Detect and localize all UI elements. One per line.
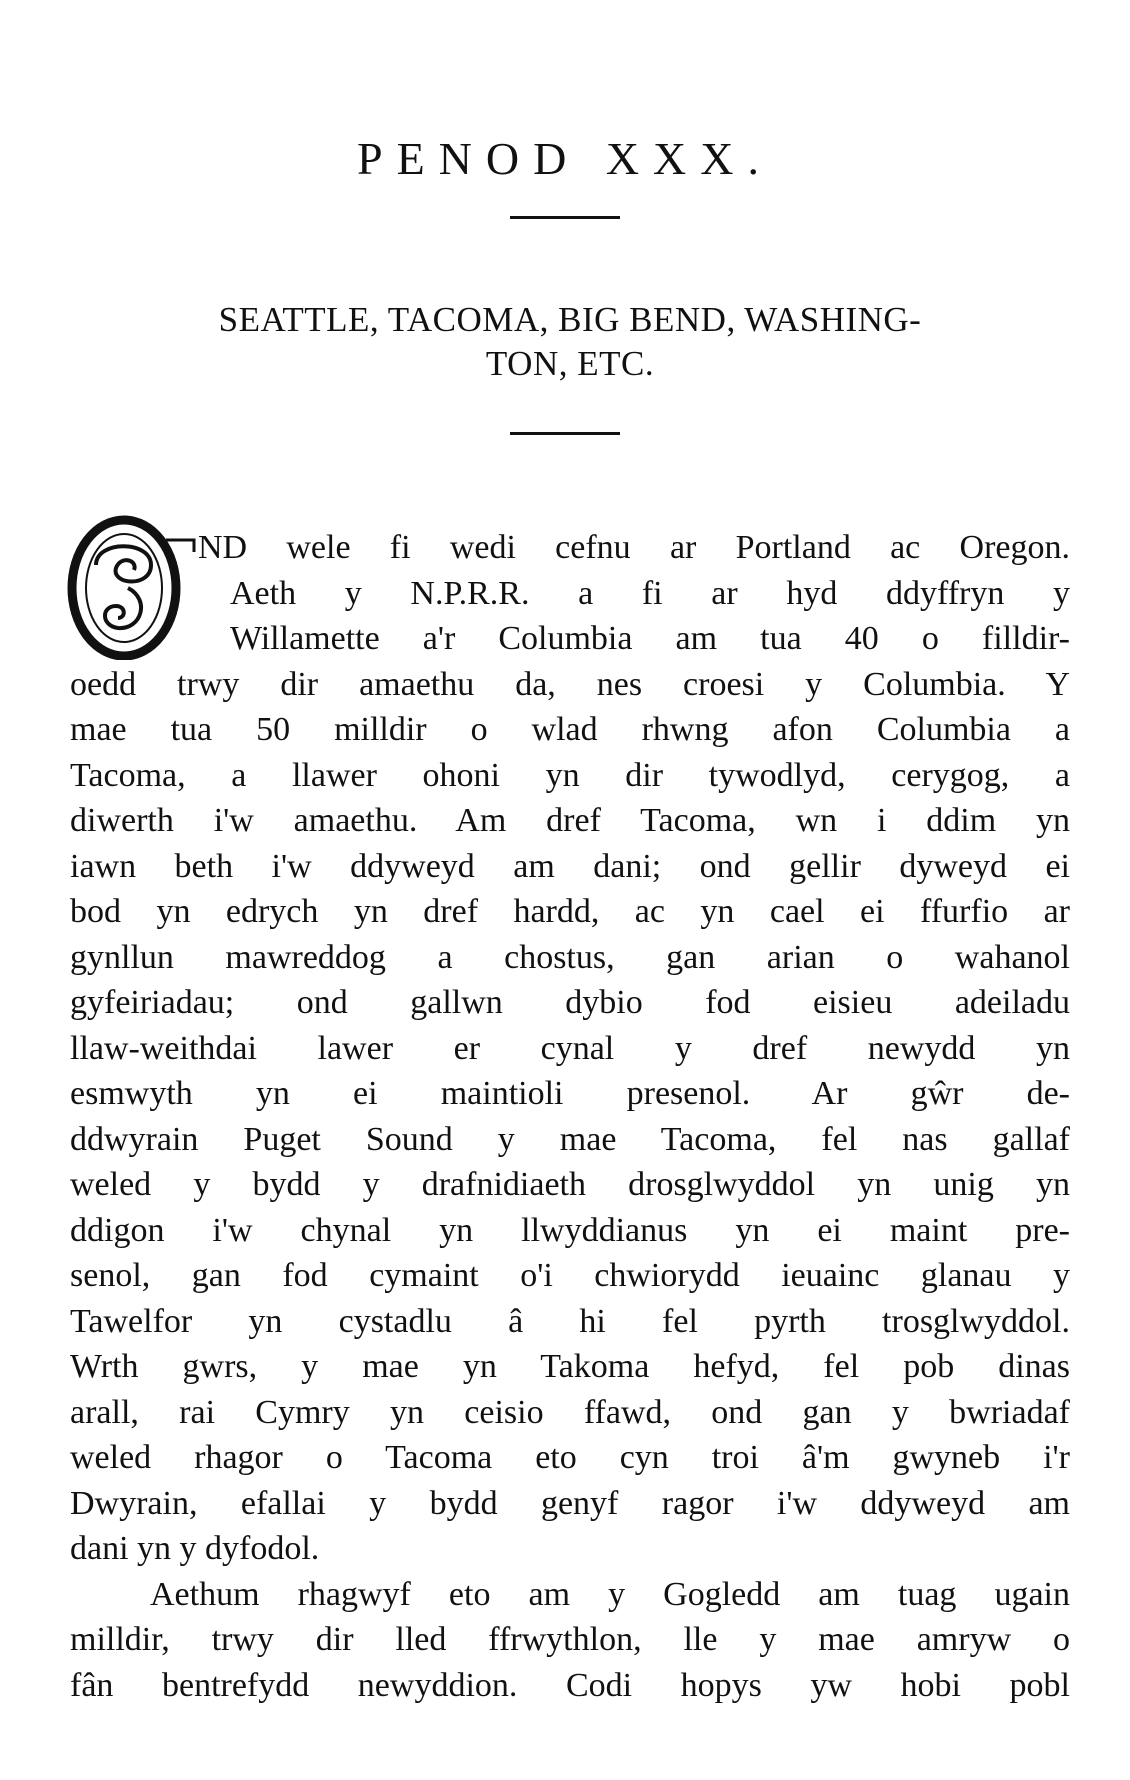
drop-cap-letter: O [124, 606, 125, 607]
text-line: Tacoma, a llawer ohoni yn dir tywodlyd, cerygog, a [70, 756, 1070, 794]
text-line: mae tua 50 milldir o wlad rhwng afon Columbia a [70, 711, 1070, 748]
text-line: Aeth y N.P.R.R. a fi ar hyd ddyffryn y [230, 574, 1070, 612]
text-line: Dwyrain, efallai y bydd genyf ragor i'w ddyweyd am [70, 1484, 1070, 1522]
body-text [70, 525, 1070, 1708]
text-line: llaw-weithdai lawer er cynal y dref newydd yn [70, 1029, 1070, 1067]
text-line: dani yn y dyfodol. [70, 1530, 320, 1567]
text-line: gyfeiriadau; ond gallwn dybio fod eisieu adeiladu [70, 984, 1070, 1021]
text-line: Aethum rhagwyf eto am y Gogledd am tuag ugain [150, 1575, 1070, 1613]
text-line: ddigon i'w chynal yn llwyddianus yn ei maint pre- [70, 1211, 1070, 1249]
text-line: esmwyth yn ei maintioli presenol. Ar gŵr de- [70, 1075, 1070, 1112]
subtitle-line-1: SEATTLE, TACOMA, BIG BEND, WASHING- [218, 300, 922, 339]
text-line: bod yn edrych yn dref hardd, ac yn cael ei ffurfio ar [70, 893, 1070, 930]
top-rule [510, 216, 620, 219]
text-line: gynllun mawreddog a chostus, gan arian o wahanol [70, 938, 1070, 976]
text-line: iawn beth i'w ddyweyd am dani; ond gellir dyweyd ei [70, 847, 1070, 885]
chapter-subtitle [70, 298, 1070, 386]
text-line: ddwyrain Puget Sound y mae Tacoma, fel nas gallaf [70, 1120, 1070, 1158]
text-line: Tawelfor yn cystadlu â hi fel pyrth trosglwyddol. [70, 1302, 1070, 1340]
text-line: Wrth gwrs, y mae yn Takoma hefyd, fel pob dinas [70, 1348, 1070, 1385]
subtitle-line-2: TON, ETC. [485, 344, 655, 383]
chapter-title: PENOD XXX. [357, 133, 773, 184]
text-line: weled y bydd y drafnidiaeth drosglwyddol yn unig yn [70, 1166, 1070, 1203]
text-line: fân bentrefydd newyddion. Codi hopys yw hobi pobl [70, 1666, 1070, 1704]
bottom-rule [510, 432, 620, 435]
text-line: weled rhagor o Tacoma eto cyn troi â'm gwyneb i'r [70, 1439, 1070, 1476]
text-line: senol, gan fod cymaint o'i chwiorydd ieuainc glanau y [70, 1257, 1070, 1294]
text-line: diwerth i'w amaethu. Am dref Tacoma, wn i ddim yn [70, 802, 1070, 839]
text-line: Willamette a'r Columbia am tua 40 o filldir- [230, 620, 1070, 657]
text-line: milldir, trwy dir lled ffrwythlon, lle y mae amryw o [70, 1621, 1070, 1658]
text-line: ND wele fi wedi cefnu ar Portland ac Oregon. [198, 529, 1070, 566]
text-line: arall, rai Cymry yn ceisio ffawd, ond gan y bwriadaf [70, 1393, 1070, 1431]
text-line: oedd trwy dir amaethu da, nes croesi y Columbia. Y [70, 665, 1070, 703]
